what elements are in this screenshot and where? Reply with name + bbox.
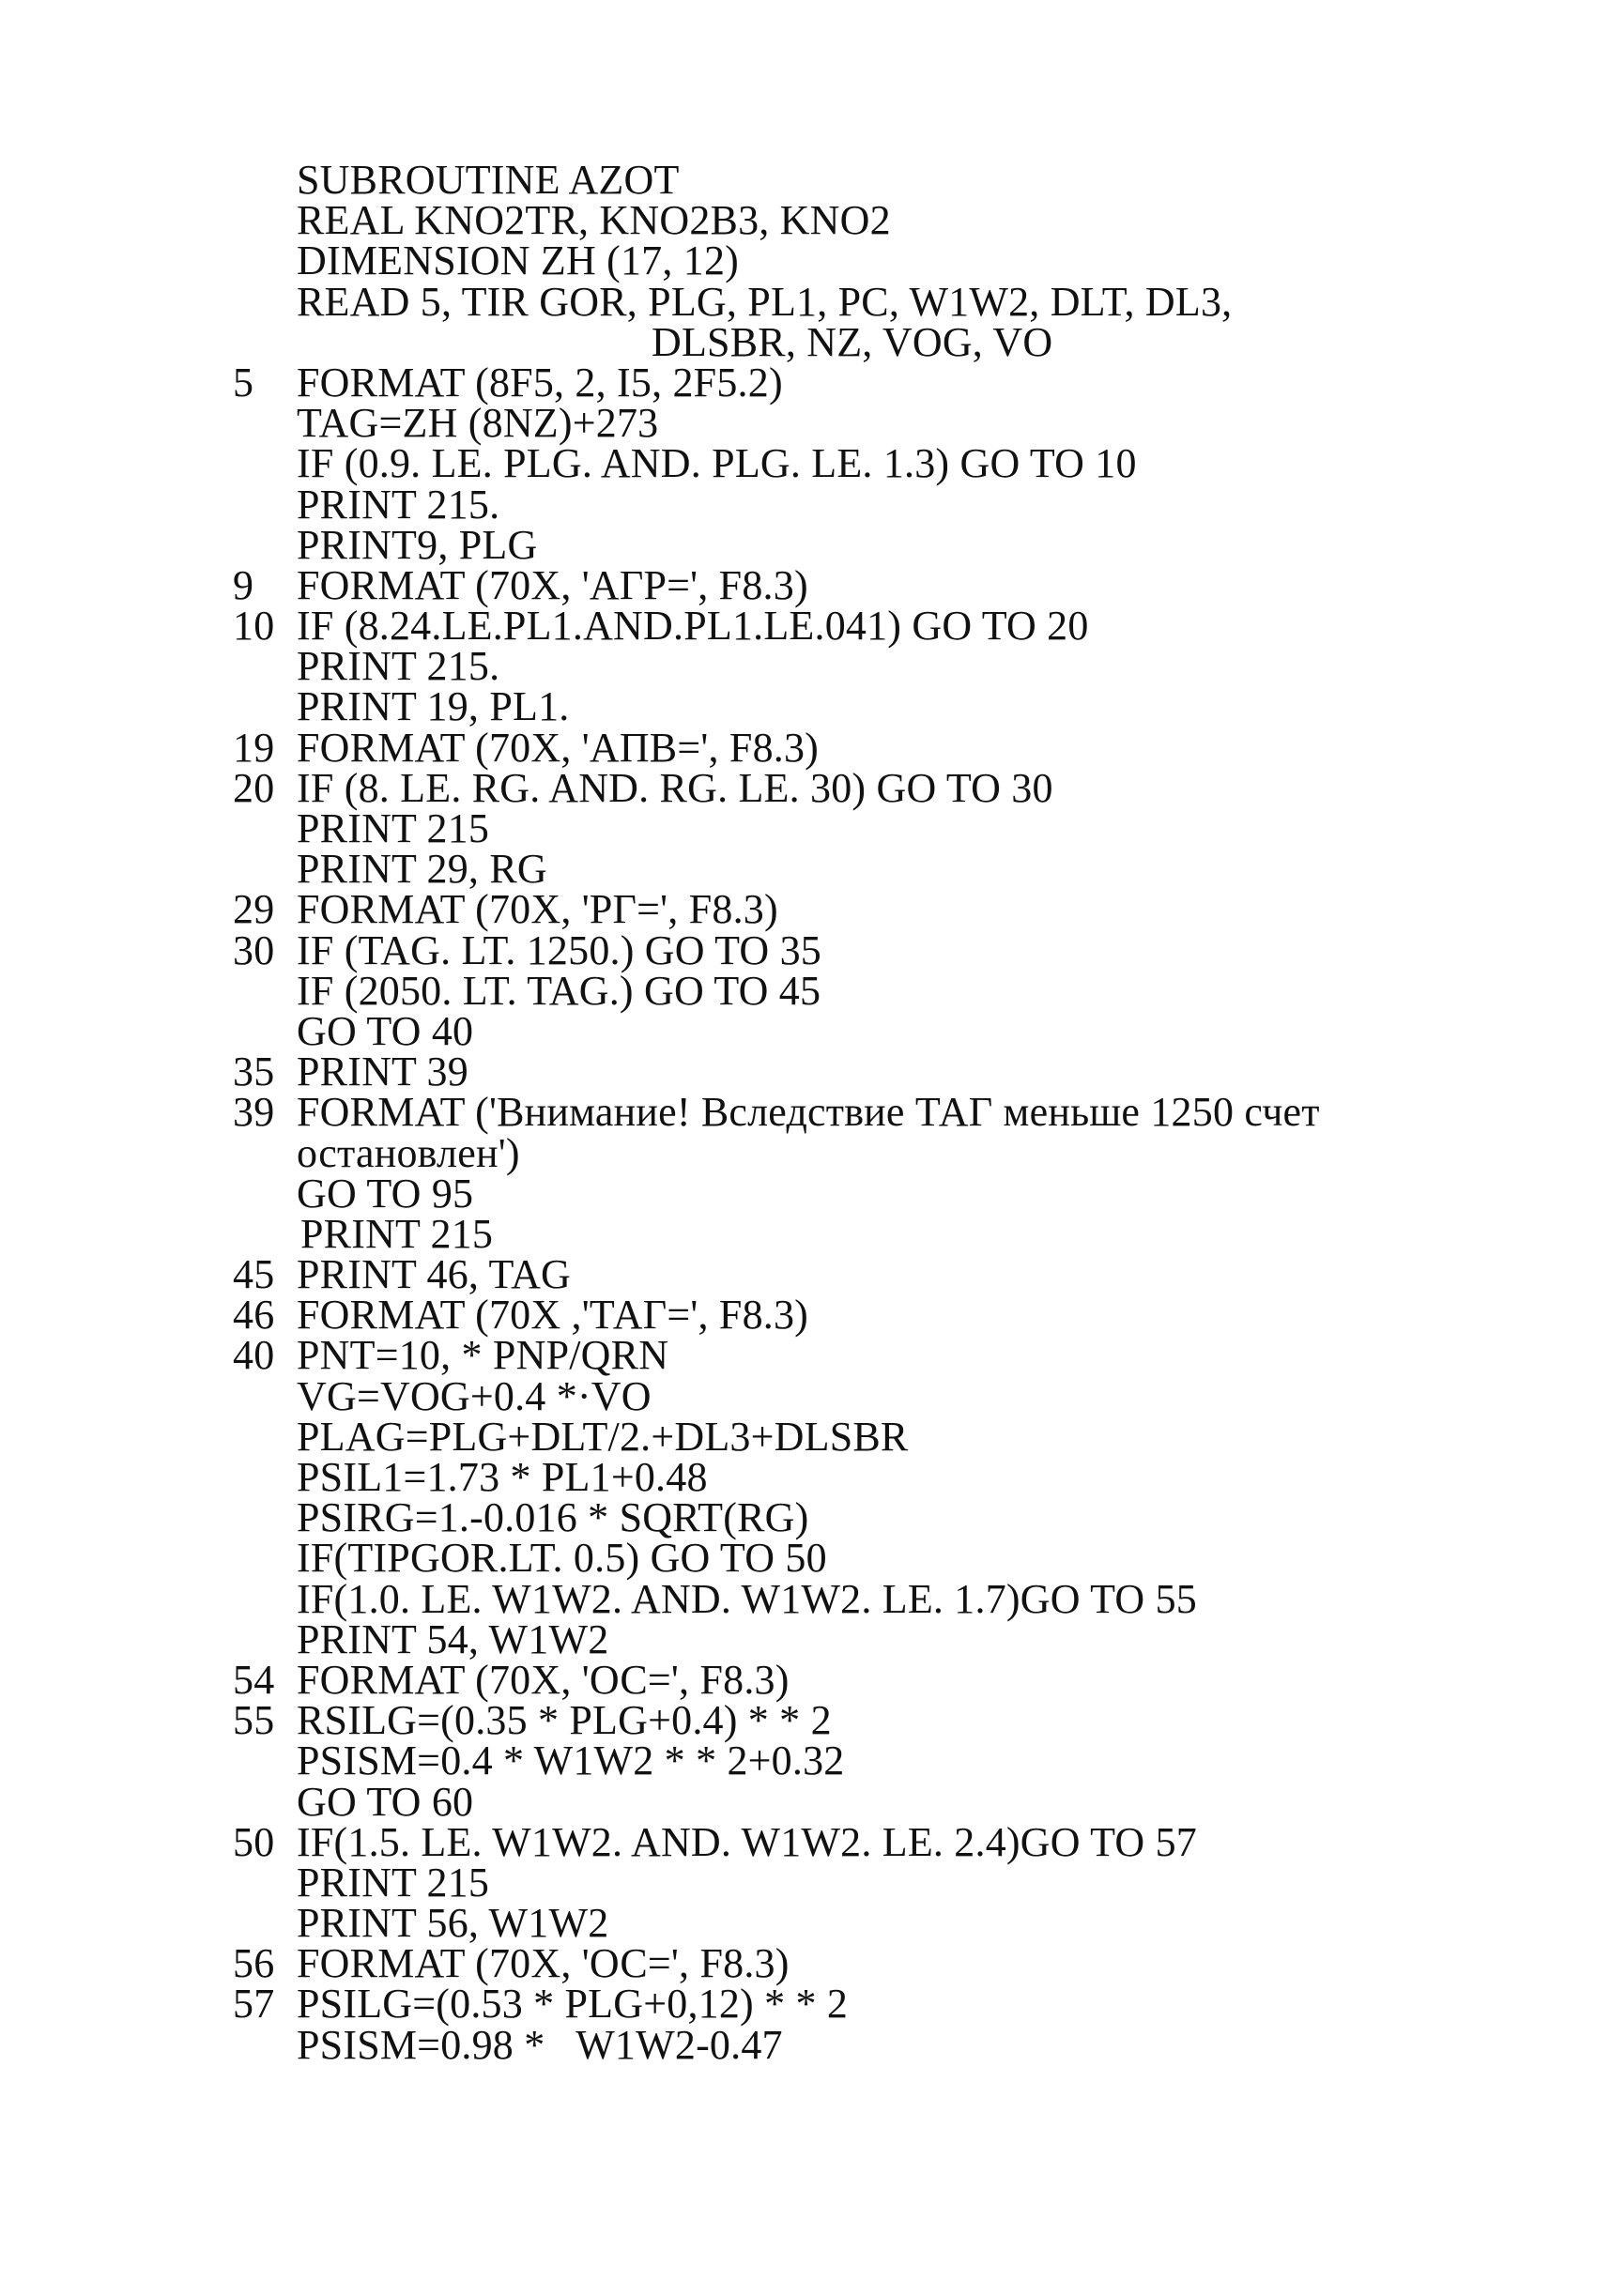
statement-text: PRINT 29, RG	[297, 846, 547, 893]
statement-label: 35	[233, 1049, 275, 1095]
code-line	[233, 1737, 1453, 1784]
code-line	[233, 603, 1453, 650]
code-line	[233, 481, 1453, 528]
statement-label: 20	[233, 764, 275, 811]
code-line	[233, 805, 1453, 851]
statement-label: 29	[233, 886, 275, 933]
code-line-continuation	[233, 1129, 1453, 1176]
statement-label: 9	[233, 561, 254, 608]
code-line	[233, 1413, 1453, 1460]
statement-text: GO TO 95	[297, 1170, 474, 1217]
code-line	[233, 1494, 1453, 1541]
statement-text: PRINT 215	[297, 1859, 490, 1906]
code-line	[233, 1454, 1453, 1500]
code-line	[233, 1859, 1453, 1906]
statement-label: 46	[233, 1292, 275, 1339]
statement-text: остановлен')	[297, 1129, 520, 1176]
statement-text: READ 5, TIR GOR, PLG, PL1, PC, W1W2, DLT, DL3,	[297, 278, 1233, 325]
statement-text: PRINT 19, PL1.	[297, 683, 570, 730]
code-line	[233, 400, 1453, 447]
statement-label: 57	[233, 1981, 275, 2028]
statement-text: TAG=ZH (8NZ)+273	[297, 400, 659, 447]
statement-text: PRINT 215.	[297, 481, 500, 528]
statement-text: RSILG=(0.35 * PLG+0.4) * * 2	[297, 1697, 832, 1744]
statement-text: GO TO 60	[297, 1778, 474, 1825]
statement-text: PRINT 54, W1W2	[297, 1615, 609, 1662]
statement-text: FORMAT (70X, 'АПВ=', F8.3)	[297, 724, 820, 771]
statement-text: SUBROUTINE AZOT	[297, 157, 680, 203]
code-line	[233, 1778, 1453, 1825]
statement-text: IF (8.24.LE.PL1.AND.PL1.LE.041) GO TO 20	[297, 603, 1089, 650]
code-line	[233, 359, 1453, 406]
statement-text: PNT=10, * PNP/QRN	[297, 1332, 669, 1379]
statement-text: PSIRG=1.-0.016 * SQRT(RG)	[297, 1494, 809, 1541]
code-line	[233, 886, 1453, 933]
code-line	[233, 1372, 1453, 1419]
statement-text: PRINT 215	[297, 805, 490, 851]
statement-text: GO TO 40	[297, 1007, 474, 1054]
code-line	[233, 846, 1453, 893]
statement-label: 10	[233, 603, 275, 650]
code-line	[233, 724, 1453, 771]
statement-text: IF (TAG. LT. 1250.) GO TO 35	[297, 926, 821, 973]
statement-text: FORMAT (70X ,'ТАГ=', F8.3)	[297, 1292, 809, 1339]
code-line	[233, 1656, 1453, 1703]
statement-text: PSISM=0.98 * W1W2-0.47	[297, 2021, 783, 2068]
code-line	[233, 1940, 1453, 1987]
statement-text: FORMAT (8F5, 2, I5, 2F5.2)	[297, 359, 783, 406]
code-line	[233, 1251, 1453, 1298]
fortran-code-listing	[233, 157, 1453, 2068]
code-line	[233, 1535, 1453, 1582]
statement-text: IF (2050. LT. TAG.) GO TO 45	[297, 967, 821, 1014]
statement-text: PRINT 46, TAG	[297, 1251, 572, 1298]
statement-text: PRINT 215.	[297, 643, 500, 690]
statement-text: DLSBR, NZ, VOG, VO	[652, 318, 1053, 365]
code-line	[233, 2021, 1453, 2068]
code-line	[233, 967, 1453, 1014]
code-line	[233, 683, 1453, 730]
statement-text: PRINT 56, W1W2	[297, 1900, 609, 1947]
code-line	[233, 197, 1453, 244]
statement-text: FORMAT ('Внимание! Вследствие ТАГ меньше 1250 счет	[297, 1089, 1320, 1136]
code-line	[233, 237, 1453, 284]
statement-text: PRINT 39	[297, 1049, 468, 1095]
code-line	[233, 1089, 1453, 1136]
statement-text: PRINT9, PLG	[297, 521, 538, 568]
statement-text: FORMAT (70X, 'ОС=', F8.3)	[297, 1940, 790, 1987]
statement-label: 50	[233, 1818, 275, 1865]
statement-text: FORMAT (70X, 'РГ=', F8.3)	[297, 886, 778, 933]
code-line	[233, 1900, 1453, 1947]
statement-label: 5	[233, 359, 254, 406]
statement-label: 40	[233, 1332, 275, 1379]
statement-text: IF (0.9. LE. PLG. AND. PLG. LE. 1.3) GO TO 10	[297, 440, 1137, 487]
code-line	[233, 1332, 1453, 1379]
statement-text: IF(1.5. LE. W1W2. AND. W1W2. LE. 2.4)GO TO 57	[297, 1818, 1197, 1865]
code-line	[233, 1615, 1453, 1662]
statement-text: PRINT 215	[300, 1210, 494, 1257]
statement-label: 56	[233, 1940, 275, 1987]
statement-text: IF(TIPGOR.LT. 0.5) GO TO 50	[297, 1535, 827, 1582]
statement-label: 19	[233, 724, 275, 771]
statement-text: PSIL1=1.73 * PL1+0.48	[297, 1454, 708, 1500]
statement-text: VG=VOG+0.4 *·VO	[297, 1372, 652, 1419]
statement-label: 39	[233, 1089, 275, 1136]
code-line	[233, 1049, 1453, 1095]
code-line	[233, 1981, 1453, 2028]
code-line	[233, 926, 1453, 973]
statement-text: IF(1.0. LE. W1W2. AND. W1W2. LE. 1.7)GO TO 55	[297, 1575, 1197, 1622]
code-line	[233, 1575, 1453, 1622]
statement-label: 30	[233, 926, 275, 973]
statement-text: IF (8. LE. RG. AND. RG. LE. 30) GO TO 30	[297, 764, 1053, 811]
code-line	[233, 1170, 1453, 1217]
statement-label: 54	[233, 1656, 275, 1703]
code-line	[233, 561, 1453, 608]
code-line	[233, 1007, 1453, 1054]
statement-text: FORMAT (70X, 'АГР=', F8.3)	[297, 561, 808, 608]
code-line	[233, 1697, 1453, 1744]
statement-label: 55	[233, 1697, 275, 1744]
statement-text: PSILG=(0.53 * PLG+0,12) * * 2	[297, 1981, 849, 2028]
statement-text: DIMENSION ZH (17, 12)	[297, 237, 740, 284]
code-line	[233, 1292, 1453, 1339]
code-line	[233, 278, 1453, 325]
code-line-continuation	[233, 318, 1453, 365]
statement-text: REAL KNO2TR, KNO2B3, KNO2	[297, 197, 891, 244]
code-line	[233, 157, 1453, 203]
code-line	[233, 764, 1453, 811]
code-line	[233, 643, 1453, 690]
statement-label: 45	[233, 1251, 275, 1298]
statement-text: FORMAT (70X, 'ОС=', F8.3)	[297, 1656, 790, 1703]
statement-text: PLAG=PLG+DLT/2.+DL3+DLSBR	[297, 1413, 909, 1460]
code-line	[233, 521, 1453, 568]
code-line	[233, 1210, 1453, 1257]
code-line	[233, 440, 1453, 487]
code-line	[233, 1818, 1453, 1865]
statement-text: PSISM=0.4 * W1W2 * * 2+0.32	[297, 1737, 845, 1784]
